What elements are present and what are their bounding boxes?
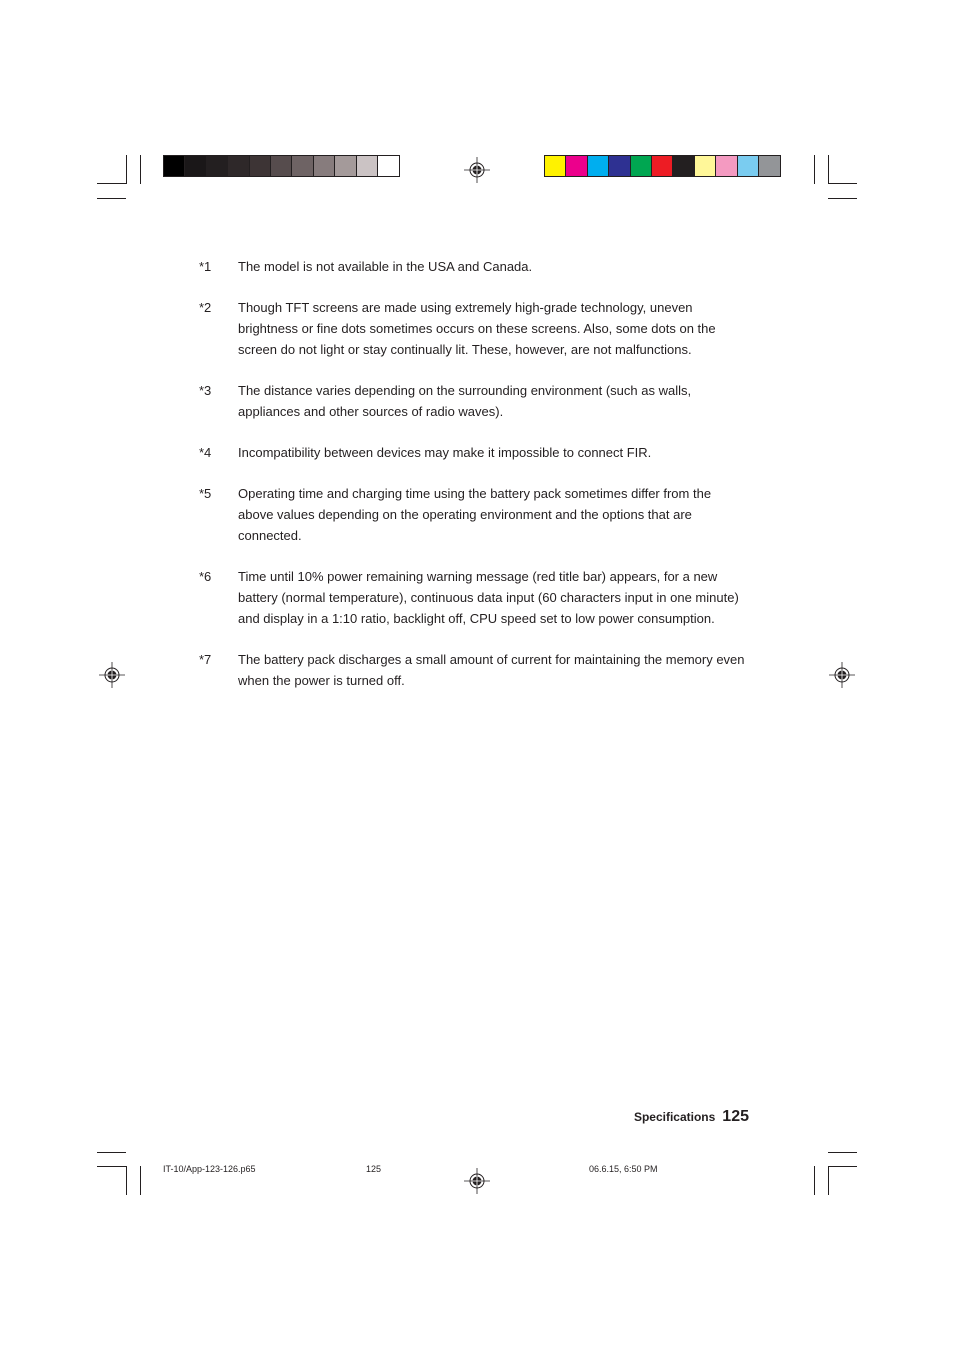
crop-mark	[140, 155, 141, 184]
footnote-text: Though TFT screens are made using extremely high-grade technology, uneven brightness or fine dots sometimes occurs on these screens. Also, some dots on the screen do not light or stay continually lit. These, however, are not malfunctions.	[238, 300, 716, 357]
color-swatch	[271, 156, 292, 176]
crop-mark	[828, 155, 829, 184]
grayscale-color-bar	[163, 155, 400, 177]
footnote-item	[199, 297, 759, 360]
footnote-text: Operating time and charging time using the battery pack sometimes differ from the above values depending on the operating environment and the options that are connected.	[238, 486, 712, 543]
color-swatch	[738, 156, 759, 176]
registration-mark-icon	[99, 662, 125, 688]
crop-mark	[140, 1166, 141, 1195]
footnote-number: *2	[199, 300, 212, 315]
crop-mark	[828, 1152, 857, 1153]
footnote-item	[199, 649, 759, 691]
footnote-text: The model is not available in the USA and Canada.	[238, 259, 533, 274]
slug-page: 125	[366, 1164, 382, 1174]
color-swatch	[292, 156, 313, 176]
color-swatch	[652, 156, 673, 176]
color-swatch	[207, 156, 228, 176]
crop-mark	[828, 198, 857, 199]
color-swatch	[378, 156, 399, 176]
color-swatch	[716, 156, 737, 176]
color-swatch	[250, 156, 271, 176]
crop-mark	[814, 1166, 815, 1195]
footnote-number: *6	[199, 569, 212, 584]
page-number: 125	[722, 1108, 749, 1125]
crop-mark	[97, 1166, 126, 1167]
footnote-number: *1	[199, 259, 212, 274]
crop-mark	[126, 155, 127, 184]
color-swatch	[228, 156, 249, 176]
footnote-text: Time until 10% power remaining warning message (red title bar) appears, for a new battery (normal temperature), continuous data input (60 characters input in one minute) and display in a 1:10 ratio, backlight off, CPU speed set to low power consumption.	[238, 569, 739, 626]
process-color-bar	[544, 155, 781, 177]
registration-mark-icon	[464, 157, 490, 183]
footnote-item	[199, 566, 759, 629]
footnote-item	[199, 442, 759, 463]
color-swatch	[566, 156, 587, 176]
page-footer	[634, 1108, 749, 1126]
color-swatch	[588, 156, 609, 176]
footnote-item	[199, 380, 759, 422]
registration-mark-icon	[829, 662, 855, 688]
crop-mark	[828, 1166, 829, 1195]
crop-mark	[814, 155, 815, 184]
color-swatch	[185, 156, 206, 176]
color-swatch	[545, 156, 566, 176]
footnote-number: *4	[199, 445, 212, 460]
slug-filename: IT-10/App-123-126.p65	[163, 1164, 256, 1174]
crop-mark	[97, 1152, 126, 1153]
footnote-item	[199, 483, 759, 546]
crop-mark	[97, 183, 126, 184]
footnote-text: Incompatibility between devices may make it impossible to connect FIR.	[238, 445, 652, 460]
color-swatch	[314, 156, 335, 176]
footnote-number: *3	[199, 383, 212, 398]
color-swatch	[164, 156, 185, 176]
footnote-item	[199, 256, 759, 277]
crop-mark	[97, 198, 126, 199]
color-swatch	[673, 156, 694, 176]
section-label: Specifications	[633, 1110, 716, 1124]
color-swatch	[759, 156, 780, 176]
crop-mark	[126, 1166, 127, 1195]
crop-mark	[828, 183, 857, 184]
crop-mark	[828, 1166, 857, 1167]
color-swatch	[631, 156, 652, 176]
color-swatch	[609, 156, 630, 176]
registration-mark-icon	[464, 1168, 490, 1194]
color-swatch	[695, 156, 716, 176]
color-swatch	[357, 156, 378, 176]
footnote-number: *5	[199, 486, 212, 501]
footnote-text: The distance varies depending on the surrounding environment (such as walls, appliances and other sources of radio waves).	[238, 383, 692, 419]
footnote-text: The battery pack discharges a small amount of current for maintaining the memory even when the power is turned off.	[238, 652, 745, 688]
color-swatch	[335, 156, 356, 176]
footnote-number: *7	[199, 652, 212, 667]
footnote-list	[199, 256, 759, 711]
slug-timestamp: 06.6.15, 6:50 PM	[589, 1164, 658, 1174]
